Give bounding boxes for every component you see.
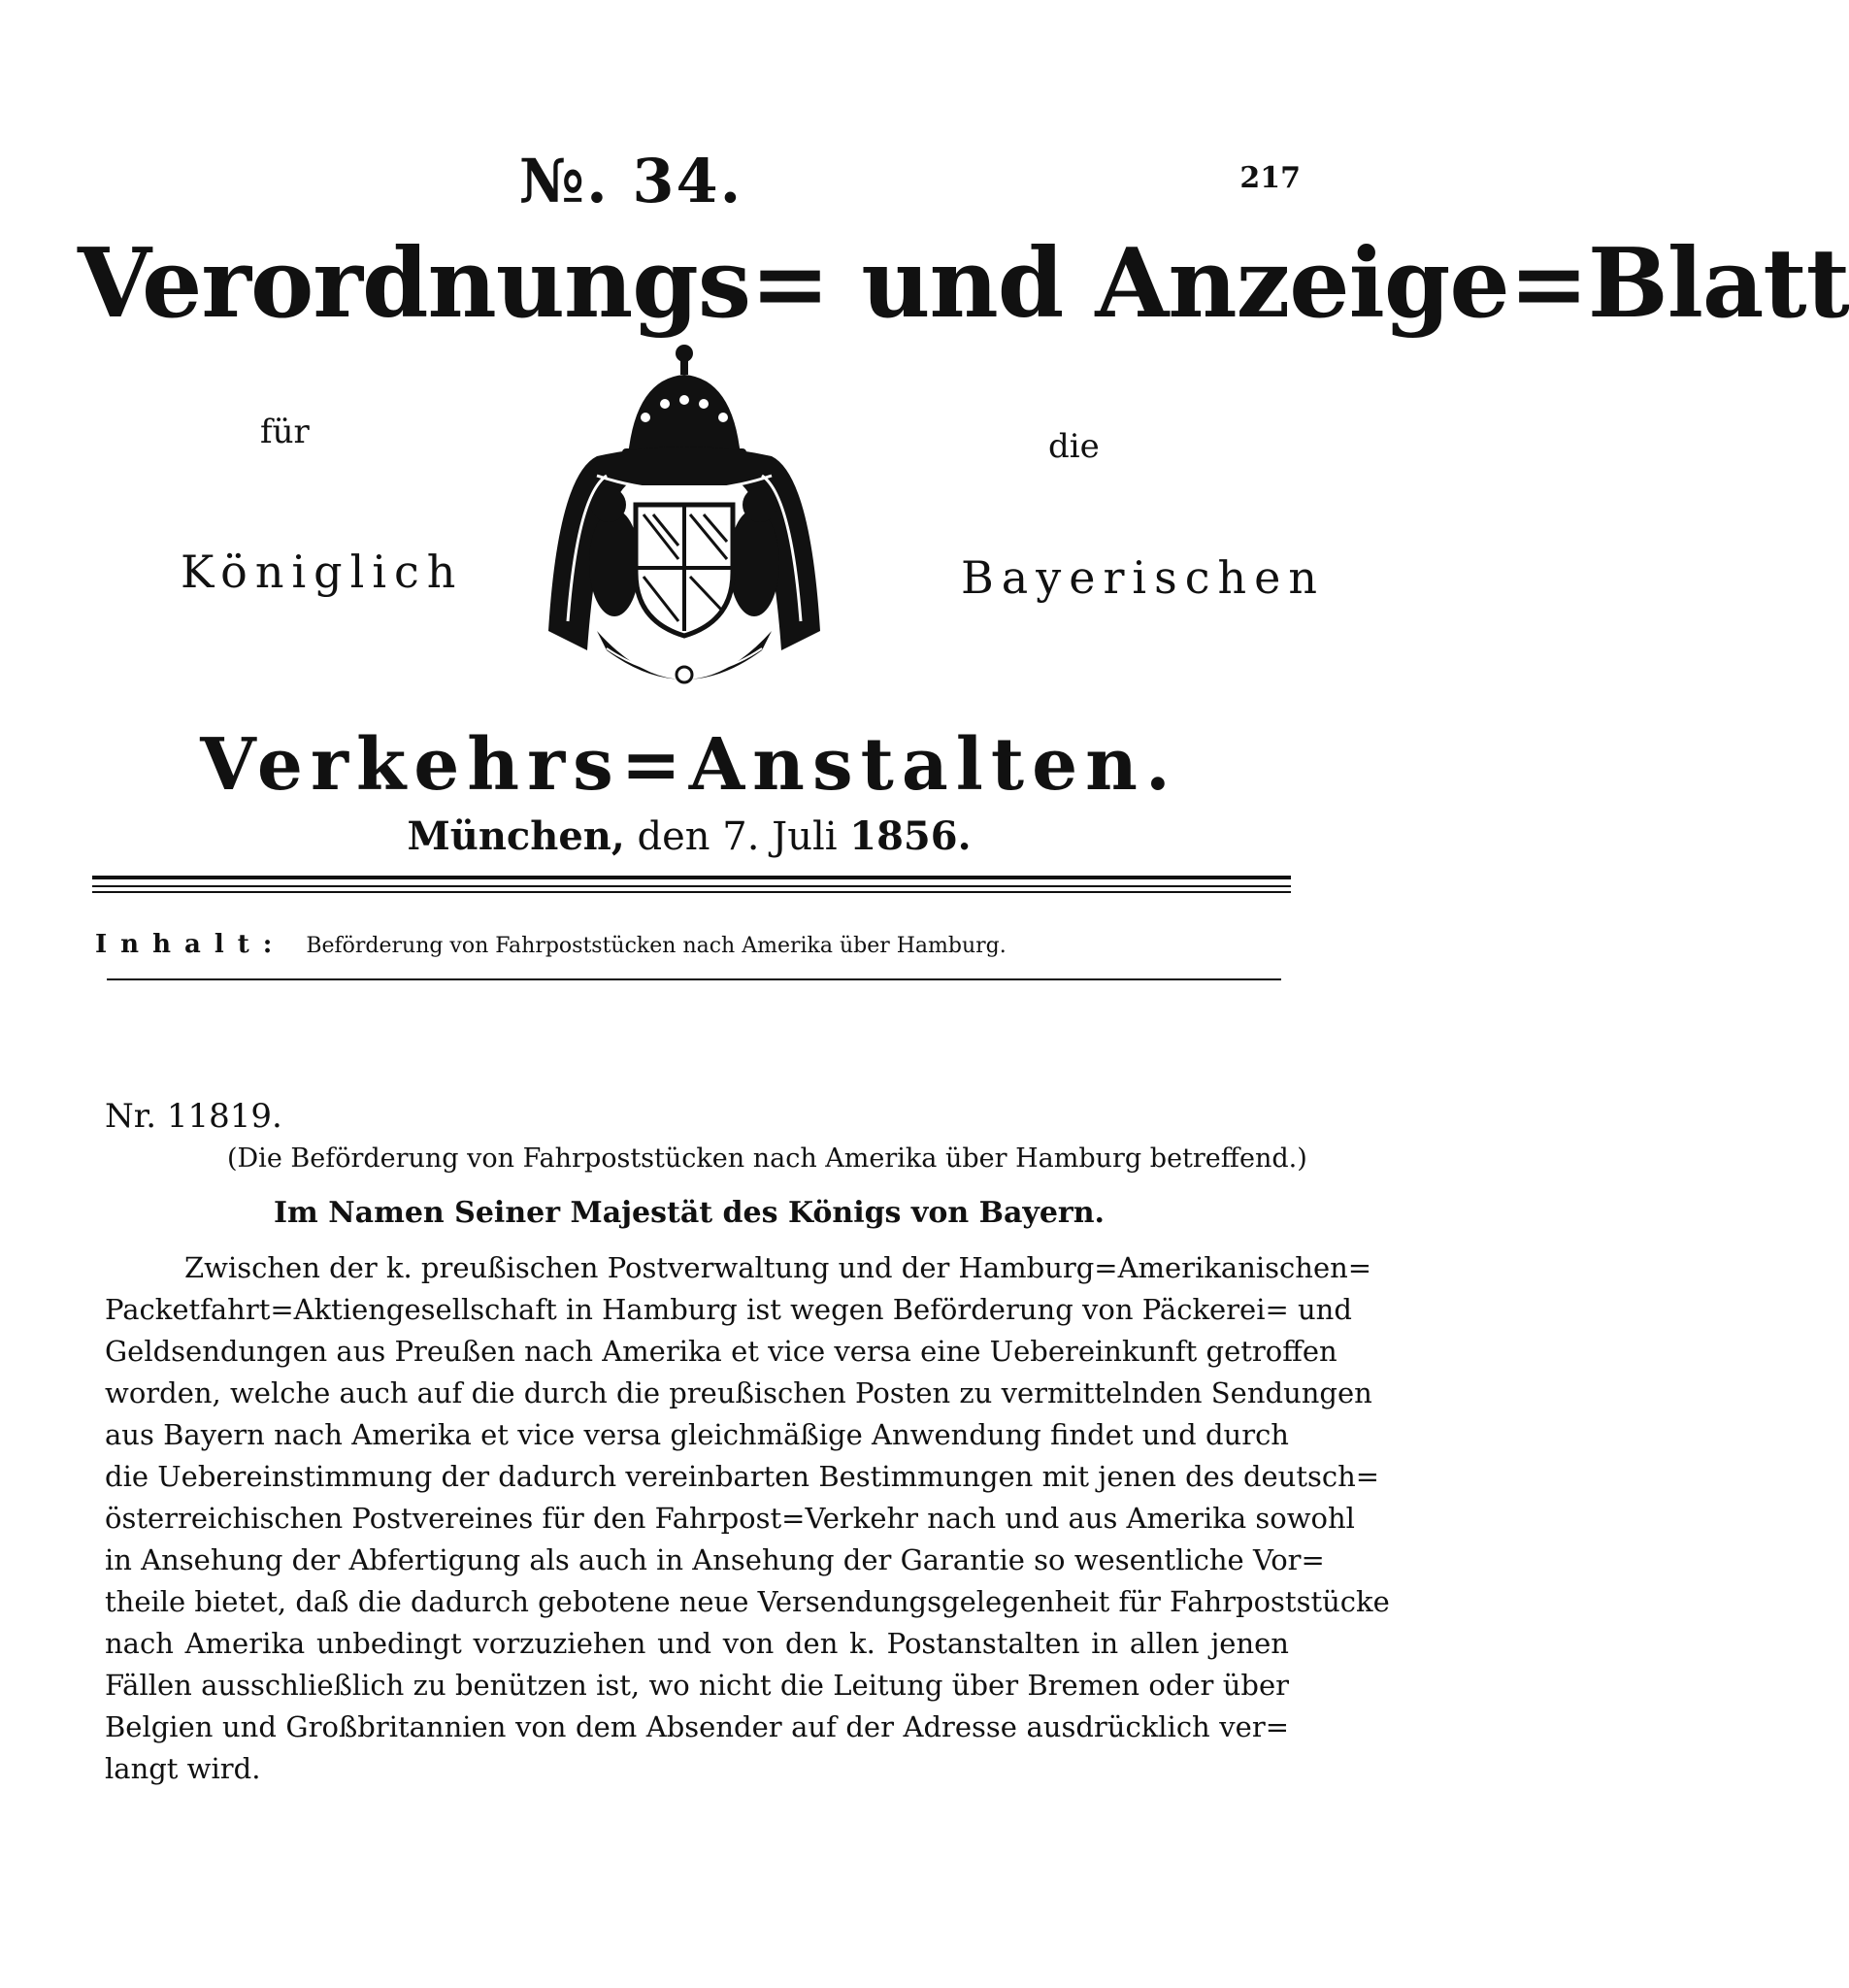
body-line: aus Bayern nach Amerika et vice versa gleichmäßige Anwendung findet und durch xyxy=(105,1418,1289,1451)
dateline-date: den 7. Juli xyxy=(637,814,838,859)
article-number: Nr. 11819. xyxy=(105,1097,282,1136)
masthead-rule-thick xyxy=(92,876,1291,879)
masthead-title: Verordnungs= und Anzeige=Blatt xyxy=(78,228,1849,340)
body-line: Belgien und Großbritannien von dem Absender auf der Adresse ausdrücklich ver= xyxy=(105,1710,1289,1743)
dateline xyxy=(78,813,1301,859)
body-line: Fällen ausschließlich zu benützen ist, wo nicht die Leitung über Bremen oder über xyxy=(105,1669,1289,1702)
contents-line xyxy=(95,930,1007,959)
body-line: in Ansehung der Abfertigung als auch in Ansehung der Garantie so wesentliche Vor= xyxy=(105,1543,1325,1576)
body-line: Geldsendungen aus Preußen nach Amerika et vice versa eine Uebereinkunft getroffen xyxy=(105,1335,1337,1368)
body-line: langt wird. xyxy=(105,1752,261,1785)
masthead-rule-thin-2 xyxy=(92,891,1291,893)
dateline-year: 1856. xyxy=(849,813,972,859)
masthead-word-bayerischen: Bayerischen xyxy=(961,551,1325,604)
masthead-rule-thin xyxy=(92,885,1291,887)
body-line: worden, welche auch auf die durch die preußischen Posten zu vermittelnden Sendungen xyxy=(105,1376,1372,1409)
contents-text: Beförderung von Fahrpoststücken nach Amerika über Hamburg. xyxy=(306,934,1007,958)
masthead-word-fuer: für xyxy=(260,413,310,451)
article-subject: (Die Beförderung von Fahrpoststücken nach Amerika über Hamburg betreffend.) xyxy=(227,1143,1307,1174)
article-body xyxy=(105,1247,1390,1790)
body-line: nach Amerika unbedingt vorzuziehen und von den k. Postanstalten in allen jenen xyxy=(105,1627,1289,1660)
masthead-word-koeniglich: Königlich xyxy=(181,546,464,598)
coat-of-arms-icon xyxy=(539,340,830,709)
issue-number: №. 34. xyxy=(518,146,743,216)
body-line: theile bietet, daß die dadurch gebotene neue Versendungsgelegenheit für Fahrpoststücke xyxy=(105,1585,1390,1618)
contents-label: Inhalt: xyxy=(95,930,286,959)
masthead-word-die: die xyxy=(1048,427,1100,466)
contents-rule xyxy=(107,978,1281,980)
body-line: die Uebereinstimmung der dadurch vereinbarten Bestimmungen mit jenen des deutsch= xyxy=(105,1460,1380,1493)
body-line: österreichischen Postvereines für den Fahrpost=Verkehr nach und aus Amerika sowohl xyxy=(105,1502,1355,1535)
body-line: Zwischen der k. preußischen Postverwaltung und der Hamburg=Amerikanischen= xyxy=(184,1251,1372,1284)
masthead-subtitle: Verkehrs=Anstalten. xyxy=(200,723,1178,807)
article-heading: Im Namen Seiner Majestät des Königs von Bayern. xyxy=(274,1196,1105,1230)
dateline-city: München, xyxy=(407,813,625,859)
body-line: Packetfahrt=Aktiengesellschaft in Hamburg ist wegen Beförderung von Päckerei= und xyxy=(105,1293,1352,1326)
page-number: 217 xyxy=(1239,161,1301,195)
